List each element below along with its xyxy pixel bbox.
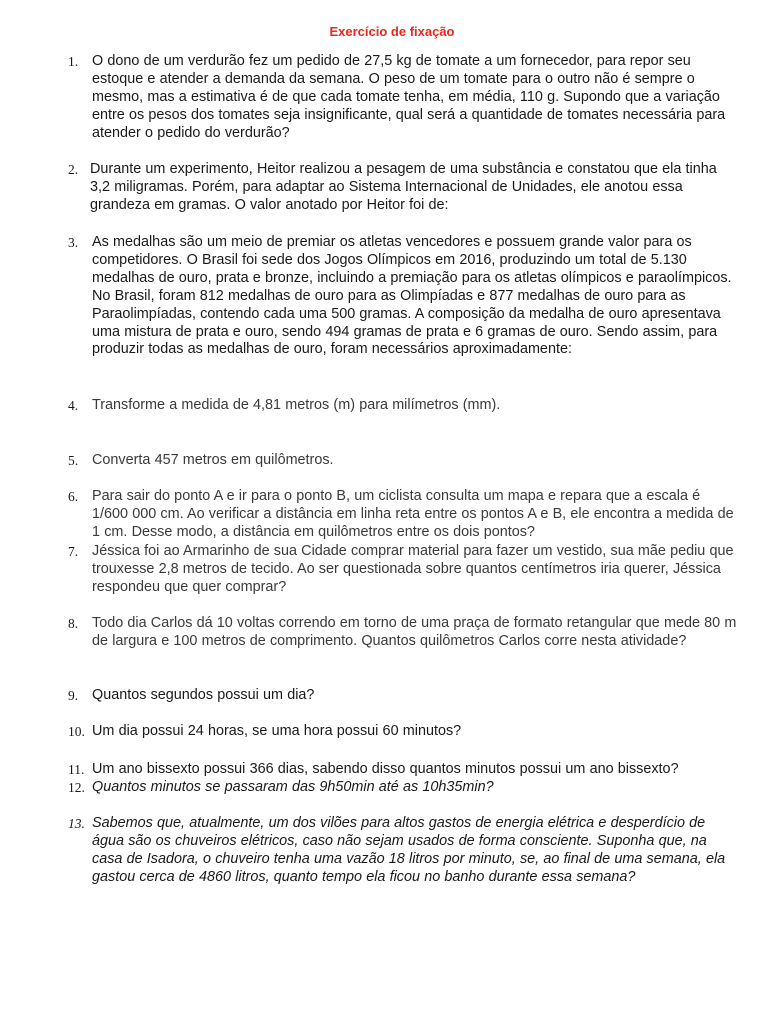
question-number: 1. — [68, 54, 79, 69]
question-text: O dono de um verdurão fez um pedido de 27,5 kg de tomate a um fornecedor, para repor seu estoque e atender a demanda da semana. O peso de um tomate para o outro não é sempre o mesmo, mas a estimativa é de que cada tomate tenha, em média, 110 g. Supondo que a variação entre os pesos dos tomates seja insignificante, qual será a quantidade de tomates necessária para atender o pedido do verdurão? — [92, 53, 726, 141]
question-text: Quantos segundos possui um dia? — [92, 687, 315, 703]
question-number: 7. — [68, 544, 79, 559]
question-number: 4. — [68, 398, 79, 413]
question-text: Durante um experimento, Heitor realizou a pesagem de uma substância e constatou que ela tinha 3,2 miligramas. Porém, para adaptar ao Sistema Internacional de Unidades, ele anotou essa grandeza em gramas. O valor anotado por Heitor foi de: — [90, 161, 717, 213]
question-text: Para sair do ponto A e ir para o ponto B, um ciclista consulta um mapa e repara que a escala é 1/600 000 cm. Ao verificar a distância em linha reta entre os pontos A e B, ele encontra a medida de 1 cm. Desse modo, a distância em quilômetros entre os dois pontos? — [92, 488, 734, 540]
question-number: 9. — [68, 688, 79, 703]
question-text: Quantos minutos se passaram das 9h50min até as 10h35min? — [92, 779, 494, 795]
question-text: Sabemos que, atualmente, um dos vilões para altos gastos de energia elétrica e desperdício de água são os chuveiros elétricos, caso não sejam usados de forma consciente. Suponha que, na casa de Isadora, o chuveiro tenha uma vazão 18 litros por minuto, se, ao final de uma semana, ela gastou cerca de 4860 litros, quanto tempo ela ficou no banho durante essa semana? — [92, 815, 726, 885]
question-number: 13. — [68, 816, 85, 831]
question-text: Converta 457 metros em quilômetros. — [92, 452, 334, 468]
question-text: Todo dia Carlos dá 10 voltas correndo em torno de uma praça de formato retangular que mede 80 m de largura e 100 metros de comprimento. Quantos quilômetros Carlos corre nesta atividade? — [92, 615, 737, 649]
question-number: 2. — [68, 162, 79, 177]
question-number: 3. — [68, 235, 79, 250]
question-number: 11. — [68, 762, 85, 777]
question-text: Um dia possui 24 horas, se uma hora possui 60 minutos? — [92, 723, 462, 739]
question-text: As medalhas são um meio de premiar os atletas vencedores e possuem grande valor para os competidores. O Brasil foi sede dos Jogos Olímpicos em 2016, produzindo um total de 5.130 medalhas de ouro, prata e bronze, incluindo a premiação para os atletas olímpicos e paraolímpicos. No Brasil, foram 812 medalhas de ouro para as Olimpíadas e 877 medalhas de ouro para as Paraolimpíadas, contendo cada uma 500 gramas. A composição da medalha de ouro apresentava uma mistura de prata e ouro, sendo 494 gramas de prata e 6 gramas de ouro. Sendo assim, para produzir todas as medalhas de ouro, foram necessários aproximadamente: — [92, 234, 732, 358]
question-text: Transforme a medida de 4,81 metros (m) para milímetros (mm). — [92, 397, 501, 413]
question-number: 10. — [68, 724, 85, 739]
question-text: Jéssica foi ao Armarinho de sua Cidade comprar material para fazer um vestido, sua mãe pediu que trouxesse 2,8 metros de tecido. Ao ser questionada sobre quantos centímetros iria querer, Jéssica respondeu que quer comprar? — [92, 543, 734, 595]
question-number: 12. — [68, 780, 85, 795]
question-number: 5. — [68, 453, 79, 468]
page-title: Exercício de fixação — [329, 24, 455, 39]
question-number: 6. — [68, 489, 79, 504]
question-number: 8. — [68, 616, 79, 631]
question-text: Um ano bissexto possui 366 dias, sabendo disso quantos minutos possui um ano bissexto? — [92, 761, 679, 777]
